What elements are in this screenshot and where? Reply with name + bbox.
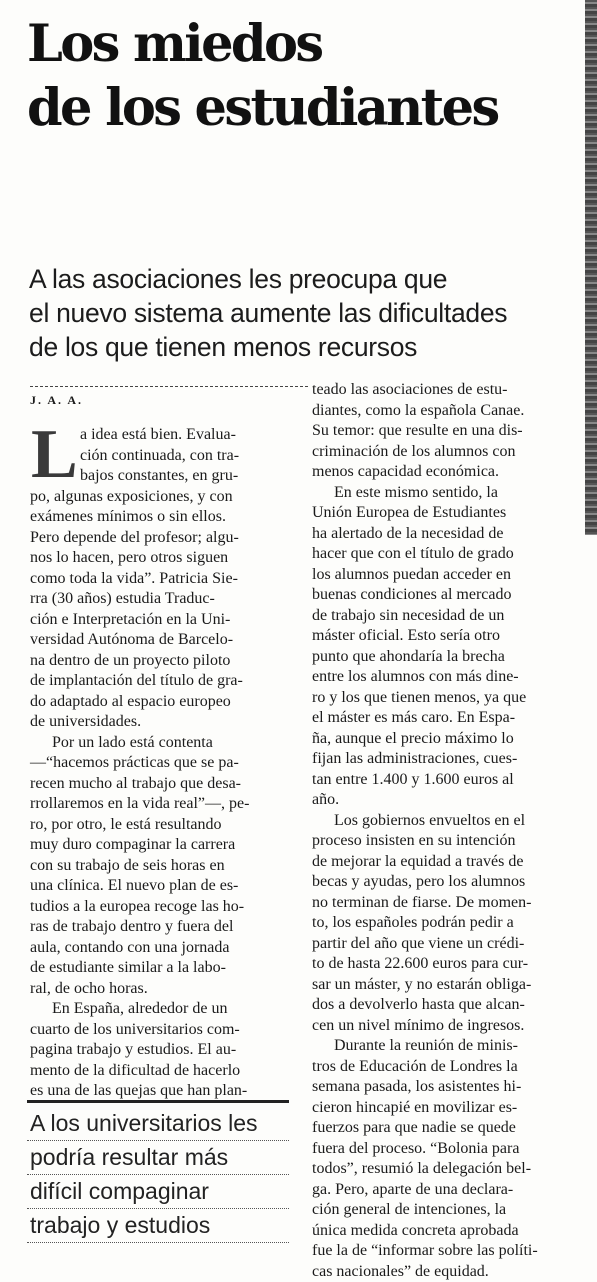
body-text-line: do adaptado al espacio europeo [30,692,249,713]
body-text-line: Por un lado está contenta [30,733,249,754]
headline-line: de los estudiantes [27,76,498,140]
body-text-line: fuerzos para que nadie se quede [312,1118,538,1139]
pull-quote-line: A los universitarios les [27,1107,289,1141]
body-text-line: año. [312,790,538,811]
body-text-line: Los gobiernos envueltos en el [312,811,538,832]
body-text-line: fue la de “informar sobre las políti- [312,1241,538,1262]
body-text-line: En España, alrededor de un [30,999,249,1020]
article-column-2 [312,380,538,1282]
headline [27,12,498,140]
body-text-line: fuera del proceso. “Bolonia para [312,1139,538,1160]
body-text-line: una clínica. El nuevo plan de es- [30,876,249,897]
body-text-line: máster oficial. Esto sería otro [312,626,538,647]
body-text-line: Pero depende del profesor; algu- [30,528,249,549]
body-text-line: ro, por otro, le está resultando [30,815,249,836]
body-text-line: ro y los que tienen menos, ya que [312,688,538,709]
body-text-line: ras de trabajo dentro y fuera del [30,917,249,938]
body-text-line: recen mucho al trabajo que desa- [30,774,249,795]
body-text-line: ha alertado de la necesidad de [312,524,538,545]
body-text-line: no terminan de fiarse. De momen- [312,893,538,914]
body-text-line: rra (30 años) estudia Traduc- [30,589,249,610]
pull-quote-line: trabajo y estudios [27,1209,289,1243]
subheadline [29,262,507,364]
body-text-line: tudios a la europea recoge las ho- [30,897,249,918]
body-text-line: pagina trabajo y estudios. El au- [30,1040,249,1061]
body-text-line: de trabajo sin necesidad de un [312,606,538,627]
body-text-line: de implantación del título de gra- [30,671,249,692]
body-text-line: —“hacemos prácticas que se pa- [30,753,249,774]
body-text-line: teado las asociaciones de estu- [312,380,538,401]
body-text-line: to, los españoles podrán pedir a [312,913,538,934]
byline: J. A. A. [30,393,83,408]
body-text-line: tan entre 1.400 y 1.600 euros al [312,770,538,791]
body-text-line: el máster es más caro. En Espa- [312,708,538,729]
body-text-line: to de hasta 22.600 euros para cur- [312,954,538,975]
body-text-line: versidad Autónoma de Barcelo- [30,630,249,651]
body-text-line: todos”, resumió la delegación bel- [312,1159,538,1180]
body-text-line: ción general de intenciones, la [312,1200,538,1221]
subheadline-line: A las asociaciones les preocupa que [29,262,507,296]
body-text-line: tros de Educación de Londres la [312,1057,538,1078]
body-text-line: muy duro compaginar la carrera [30,835,249,856]
body-text-line: ña, aunque el precio máximo lo [312,729,538,750]
body-text-line: de mejorar la equidad a través de [312,852,538,873]
body-text-line: sar un máster, y no estarán obliga- [312,975,538,996]
body-text-line: po, algunas exposiciones, y con [30,487,249,508]
body-text-line: de estudiante similar a la labo- [30,958,249,979]
body-text-line: diantes, como la española Canae. [312,401,538,422]
body-text-line: proceso insisten en su intención [312,831,538,852]
body-text-line: entre los alumnos con más dine- [312,667,538,688]
body-text-line: cas nacionales” de equidad. [312,1262,538,1282]
body-text-line: exámenes mínimos o sin ellos. [30,507,249,528]
body-text-line: punto que ahondaría la brecha [312,647,538,668]
article-column-1 [30,425,249,1102]
body-text-line: de universidades. [30,712,249,733]
headline-line: Los miedos [27,12,498,76]
body-text-line: ral, de ocho horas. [30,979,249,1000]
body-text-line: dos a devolverlo hasta que alcan- [312,995,538,1016]
pull-quote [27,1100,289,1243]
body-text-line: cieron hincapié en movilizar es- [312,1098,538,1119]
body-text-line: buenas condiciones al mercado [312,585,538,606]
body-text-line: con su trabajo de seis horas en [30,856,249,877]
body-text-line: bajos constantes, en gru- [30,466,249,487]
body-text-line: ción e Interpretación en la Uni- [30,610,249,631]
body-text-line: como toda la vida”. Patricia Sie- [30,569,249,590]
drop-cap: L [31,420,78,490]
pull-quote-line: difícil compaginar [27,1175,289,1209]
body-text-line: Unión Europea de Estudiantes [312,503,538,524]
body-text-line: semana pasada, los asistentes hi- [312,1077,538,1098]
pull-quote-line: podría resultar más [27,1141,289,1175]
body-text-line: En este mismo sentido, la [312,483,538,504]
body-text-line: los alumnos puedan acceder en [312,565,538,586]
body-text-line: es una de las quejas que han plan- [30,1081,249,1102]
body-text-line: menos capacidad económica. [312,462,538,483]
body-text-line: nos lo hacen, pero otros siguen [30,548,249,569]
body-text-line: mento de la dificultad de hacerlo [30,1061,249,1082]
body-text-line: cuarto de los universitarios com- [30,1020,249,1041]
body-text-line: na dentro de un proyecto piloto [30,651,249,672]
body-text-line: becas y ayudas, pero los alumnos [312,872,538,893]
body-text-line: ga. Pero, aparte de una declara- [312,1180,538,1201]
adjacent-page-edge [585,0,597,535]
body-text-line: ción continuada, con tra- [30,446,249,467]
body-text-line: Su temor: que resulte en una dis- [312,421,538,442]
body-text-line: rrollaremos en la vida real”—, pe- [30,794,249,815]
body-text-line: cen un nivel mínimo de ingresos. [312,1016,538,1037]
subheadline-line: el nuevo sistema aumente las dificultades [29,296,507,330]
body-text-line: aula, contando con una jornada [30,938,249,959]
byline-rule [30,386,308,387]
body-text-line: partir del año que viene un crédi- [312,934,538,955]
body-text-line: única medida concreta aprobada [312,1221,538,1242]
body-text-line: fijan las administraciones, cues- [312,749,538,770]
body-text-line: a idea está bien. Evalua- [30,425,249,446]
subheadline-line: de los que tienen menos recursos [29,330,507,364]
body-text-line: criminación de los alumnos con [312,442,538,463]
body-text-line: Durante la reunión de minis- [312,1036,538,1057]
body-text-line: hacer que con el título de grado [312,544,538,565]
